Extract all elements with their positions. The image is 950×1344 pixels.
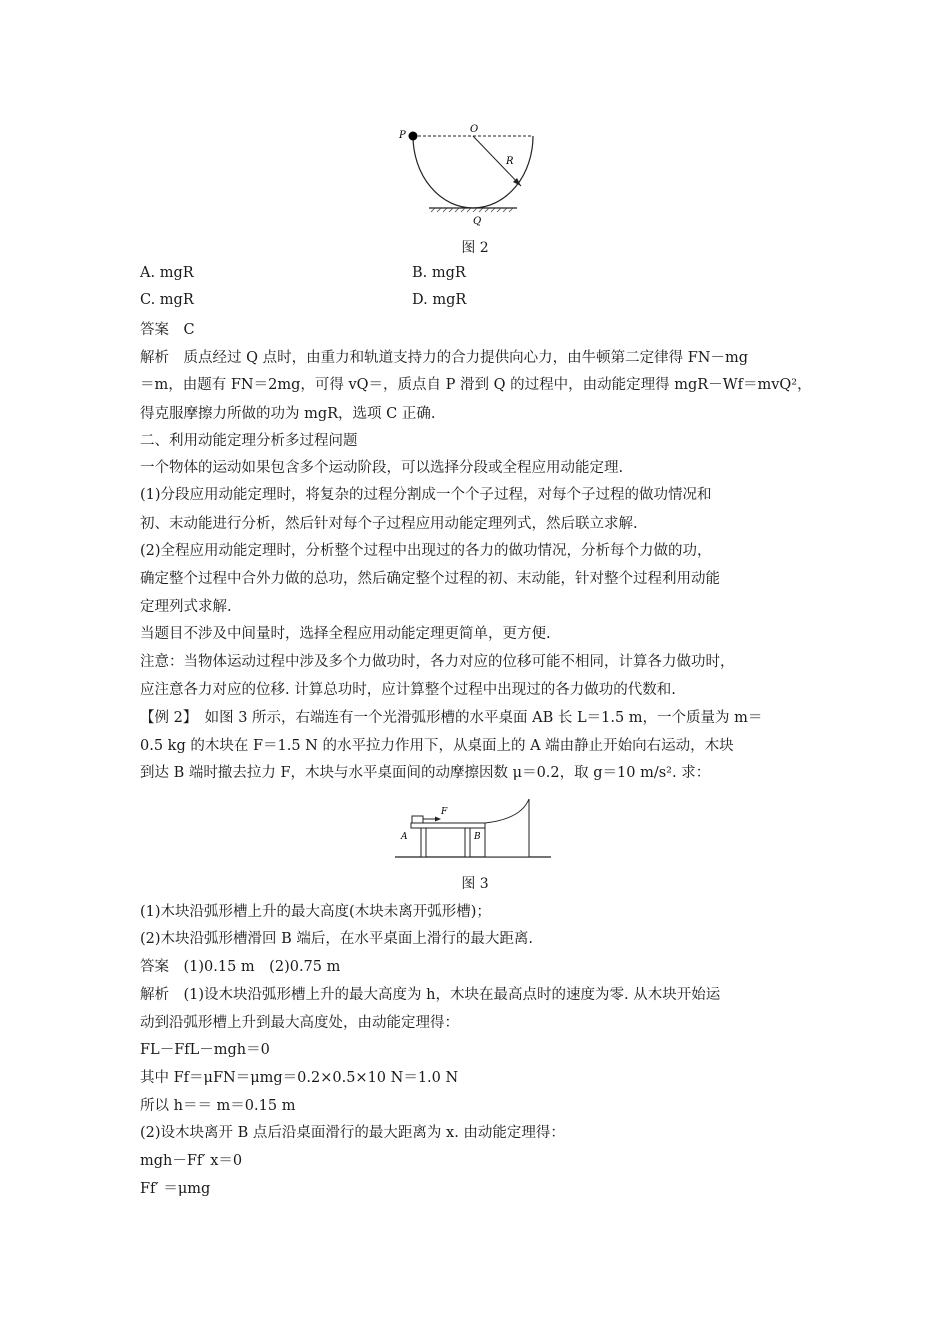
example-2-line-3: 到达 B 端时撤去拉力 F，木块与水平桌面间的动摩擦因数 μ＝0.2，取 g＝10 m/s². 求： [140, 765, 711, 781]
paragraph-line-9: 应注意各力对应的位移. 计算总功时，应计算整个过程中出现过的各力做功的代数和. [140, 682, 676, 698]
figure-3-table-diagram [395, 795, 555, 865]
example-2-line-1: 【例 2】 如图 3 所示，右端连有一个光滑弧形槽的水平桌面 AB 长 L＝1.5 m，一个质量为 m＝ [140, 710, 763, 726]
label-f: F [441, 807, 448, 817]
paragraph-line-3: 初、末动能进行分析，然后针对每个子过程应用动能定理列式，然后联立求解. [140, 516, 638, 532]
paragraph-line-4: (2)全程应用动能定理时，分析整个过程中出现过的各力的做功情况，分析每个力做的功， [140, 543, 712, 559]
answer-2: 答案 (1)0.15 m (2)0.75 m [140, 959, 341, 975]
paragraph-line-5: 确定整个过程中合外力做的总功，然后确定整个过程的初、末动能，针对整个过程利用动能 [140, 571, 720, 587]
label-p: P [399, 130, 406, 141]
section-title: 二、利用动能定理分析多过程问题 [140, 433, 358, 449]
paragraph-line-6: 定理列式求解. [140, 599, 232, 615]
option-a: A. mgR [140, 265, 194, 281]
option-c: C. mgR [140, 292, 194, 308]
force-arrowhead [435, 817, 441, 822]
question-1: (1)木块沿弧形槽上升的最大高度(木块未离开弧形槽)； [140, 904, 491, 920]
figure-2-track-diagram [395, 120, 555, 230]
wooden-block [412, 816, 423, 823]
paragraph-line-2: (1)分段应用动能定理时，将复杂的过程分割成一个个子过程，对每个子过程的做功情况和 [140, 487, 712, 503]
analysis-2-line-1: 解析 (1)设木块沿弧形槽上升的最大高度为 h，木块在最高点时的速度为零. 从木块开始运 [140, 987, 721, 1003]
example-2-line-2: 0.5 kg 的木块在 F＝1.5 N 的水平拉力作用下，从桌面上的 A 端由静止开始向右运动，木块 [140, 738, 734, 754]
analysis-2-line-8: Ff′ ＝μmg [140, 1181, 211, 1197]
analysis-2-line-2: 动到沿弧形槽上升到最大高度处，由动能定理得： [140, 1015, 459, 1031]
analysis-2-line-6: (2)设木块离开 B 点后沿桌面滑行的最大距离为 x. 由动能定理得： [140, 1125, 565, 1141]
curved-slot [485, 799, 529, 857]
analysis-2-line-5: 所以 h＝＝ m＝0.15 m [140, 1098, 296, 1114]
paragraph-line-1: 一个物体的运动如果包含多个运动阶段，可以选择分段或全程应用动能定理. [140, 460, 624, 476]
label-b: B [474, 832, 481, 842]
analysis-1-line-2: ＝m，由题有 FN＝2mg，可得 vQ＝，质点自 P 滑到 Q 的过程中，由动能定理得 mgR－Wf＝mvQ²， [140, 377, 812, 393]
analysis-2-line-7: mgh－Ff′ x＝0 [140, 1153, 243, 1169]
ground-hatching [431, 208, 513, 212]
label-o: O [470, 124, 479, 135]
question-2: (2)木块沿弧形槽滑回 B 端后，在水平桌面上滑行的最大距离. [140, 931, 534, 947]
label-a: A [401, 832, 408, 842]
option-d: D. mgR [412, 292, 467, 308]
table-leg-right [465, 828, 470, 857]
table-top [411, 823, 485, 828]
paragraph-line-7: 当题目不涉及中间量时，选择全程应用动能定理更简单，更方便. [140, 626, 551, 642]
label-r: R [506, 156, 514, 167]
analysis-1-line-1: 解析 质点经过 Q 点时，由重力和轨道支持力的合力提供向心力，由牛顿第二定律得 FN－mg [140, 350, 748, 366]
analysis-1-line-3: 得克服摩擦力所做的功为 mgR，选项 C 正确. [140, 406, 436, 422]
figure-3-caption: 图 3 [461, 876, 489, 892]
analysis-2-line-4: 其中 Ff＝μFN＝μmg＝0.2×0.5×10 N＝1.0 N [140, 1070, 459, 1086]
paragraph-line-8: 注意：当物体运动过程中涉及多个力做功时，各力对应的位移可能不相同，计算各力做功时， [140, 654, 735, 670]
option-b: B. mgR [412, 265, 466, 281]
mass-point-p [409, 132, 418, 141]
semicircle-track [413, 136, 533, 208]
figure-2-caption: 图 2 [461, 240, 489, 256]
analysis-2-line-3: FL－FfL－mgh＝0 [140, 1042, 270, 1058]
answer-1: 答案 C [140, 322, 195, 338]
table-leg-left [421, 828, 426, 857]
radius-line [473, 136, 521, 186]
label-q: Q [473, 216, 482, 227]
